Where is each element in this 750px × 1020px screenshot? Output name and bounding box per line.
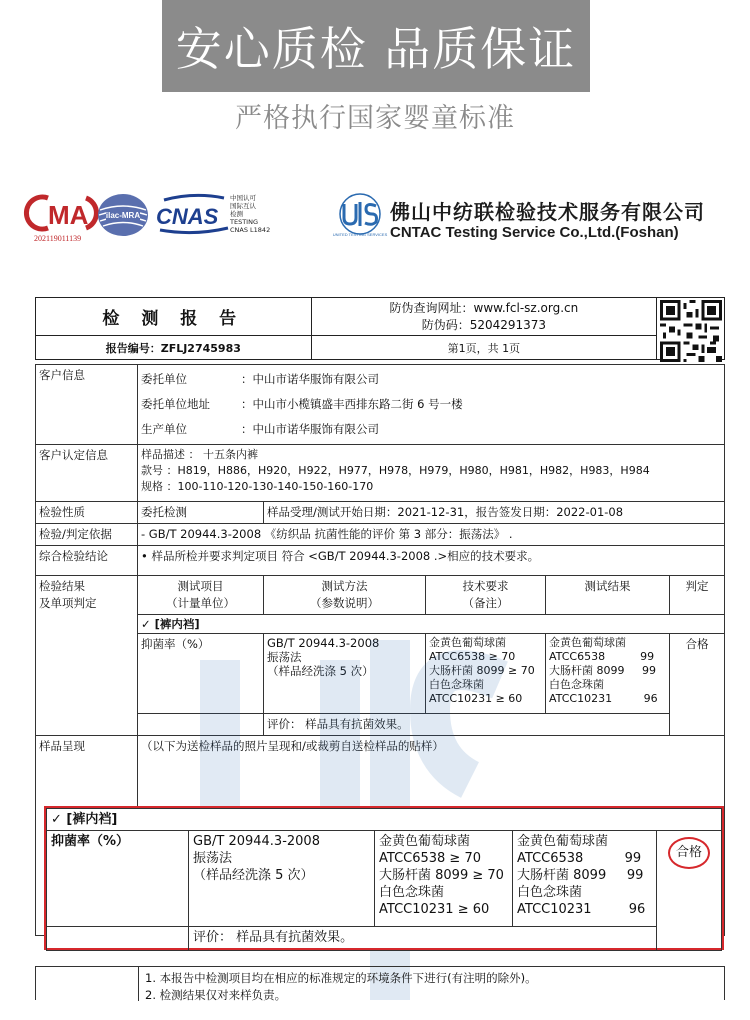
- zoom-test-item: 抑菌率（%）: [47, 831, 189, 927]
- zoom-verdict: 合格: [668, 837, 710, 869]
- report-number: 报告编号：ZFLJ2745983: [36, 336, 312, 360]
- header-requirement: 技术要求 （备注）: [426, 576, 546, 615]
- verify-site: 防伪查询网址：www.fcl-sz.org.cn: [389, 300, 579, 315]
- zoom-evaluation: 评价： 样品具有抗菌效果。: [189, 927, 657, 951]
- svg-text:CNAS: CNAS: [156, 204, 219, 229]
- section-client: 客户信息: [36, 365, 138, 445]
- header-method: 测试方法 （参数说明）: [264, 576, 426, 615]
- report-header: [35, 297, 725, 360]
- zoom-tech-requirement: 金黄色葡萄球菌 ATCC6538 ≥ 70 大肠杆菌 8099 ≥ 70 白色念珠菌 ATCC10231 ≥ 60: [375, 831, 513, 927]
- test-result: 金黄色葡萄球菌 ATCC6538 99 大肠杆菌 8099 99 白色念珠菌 ATCC10231 96: [546, 634, 670, 714]
- report-notes: [35, 966, 725, 1000]
- qr-code-icon: [657, 298, 725, 360]
- section-conclusion: 综合检验结论: [36, 546, 138, 576]
- highlighted-result: [44, 806, 724, 950]
- header-result: 测试结果: [546, 576, 670, 615]
- verify-code: 防伪码：5204291373: [421, 317, 547, 332]
- banner-title: 安心质检 品质保证: [162, 0, 590, 92]
- client-info: 委托单位 ：中山市诺华服饰有限公司 委托单位地址 ：中山市小榄镇盛丰西排东路二街 6 号一楼 生产单位 ：中山市诺华服饰有限公司: [138, 365, 725, 445]
- uts-company-logo-icon: [332, 192, 388, 240]
- sample-presentation: （以下为送检样品的照片呈现和/或裁剪自送检样品的贴样）: [138, 736, 725, 936]
- company-name-cn: 佛山中纺联检验技术服务有限公司: [390, 200, 705, 224]
- zoom-verdict-cell: [657, 831, 722, 951]
- basis-value: - GB/T 20944.3-2008 《纺织品 抗菌性能的评价 第 3 部分：振荡法》 .: [138, 524, 725, 546]
- section-sample: 样品呈现: [36, 736, 138, 936]
- zoom-test-method: GB/T 20944.3-2008 振荡法 （样品经洗涤 5 次）: [189, 831, 375, 927]
- section-results: 检验结果 及单项判定: [36, 576, 138, 736]
- evaluation: 评价： 样品具有抗菌效果。: [264, 714, 670, 736]
- ilac-mra-logo-icon: [96, 192, 150, 238]
- sample-description: 样品描述 ： 十五条内裤 款号 ：H819，H886，H920，H922，H977，H978，H979，H980，H981，H982，H983，H984 规格 ：100-110-120-130-140-150-160-170: [138, 445, 725, 502]
- cnas-accreditation-text: 中国认可 国际互认 检测 TESTING CNAS L1842: [230, 194, 271, 234]
- sample-group: ✓ [裤内裆]: [138, 615, 725, 634]
- note-1: 1. 本报告中检测项目均在相应的标准规定的环境条件下进行(有注明的除外)。: [145, 971, 537, 985]
- company-name-en: CNTAC Testing Service Co.,Ltd.(Foshan): [390, 224, 679, 241]
- banner-subtitle: 严格执行国家婴童标准: [235, 103, 515, 134]
- inspection-dates: 样品受理/测试开始日期：2021-12-31，报告签发日期：2022-01-08: [264, 502, 725, 524]
- section-basis: 检验/判定依据: [36, 524, 138, 546]
- conclusion-value: • 样品所检并要求判定项目 符合 <GB/T 20944.3-2008 .>相应的技术要求。: [138, 546, 725, 576]
- tech-requirement: 金黄色葡萄球菌 ATCC6538 ≥ 70 大肠杆菌 8099 ≥ 70 白色念珠菌 ATCC10231 ≥ 60: [426, 634, 546, 714]
- certification-logos: [34, 192, 734, 248]
- zoom-sample-group: ✓ [裤内裆]: [47, 809, 722, 831]
- header-verdict: 判定: [670, 576, 725, 615]
- page-number: 第1页，共 1页: [311, 336, 656, 360]
- section-nature: 检验性质: [36, 502, 138, 524]
- inspection-type: 委托检测: [138, 502, 264, 524]
- note-2: 2. 检测结果仅对来样负责。: [145, 988, 287, 1002]
- cma-number: 202119011139: [34, 234, 82, 243]
- svg-text:ilac-MRA: ilac-MRA: [105, 211, 141, 220]
- verdict: 合格: [670, 634, 725, 736]
- cma-logo-icon: [34, 194, 98, 232]
- test-method: GB/T 20944.3-2008 振荡法 （样品经洗涤 5 次）: [264, 634, 426, 714]
- test-item: 抑菌率（%）: [138, 634, 264, 714]
- section-confirm: 客户认定信息: [36, 445, 138, 502]
- zoom-test-result: 金黄色葡萄球菌 ATCC6538 99 大肠杆菌 8099 99 白色念珠菌 ATCC10231 96: [513, 831, 657, 927]
- report-title: 检 测 报 告: [36, 298, 312, 336]
- header-item: 测试项目 （计量单位）: [138, 576, 264, 615]
- svg-text:MA: MA: [48, 200, 89, 230]
- anti-fake-info: [311, 298, 656, 336]
- svg-text:UNITED TESTING SERVICES: UNITED TESTING SERVICES: [332, 232, 388, 237]
